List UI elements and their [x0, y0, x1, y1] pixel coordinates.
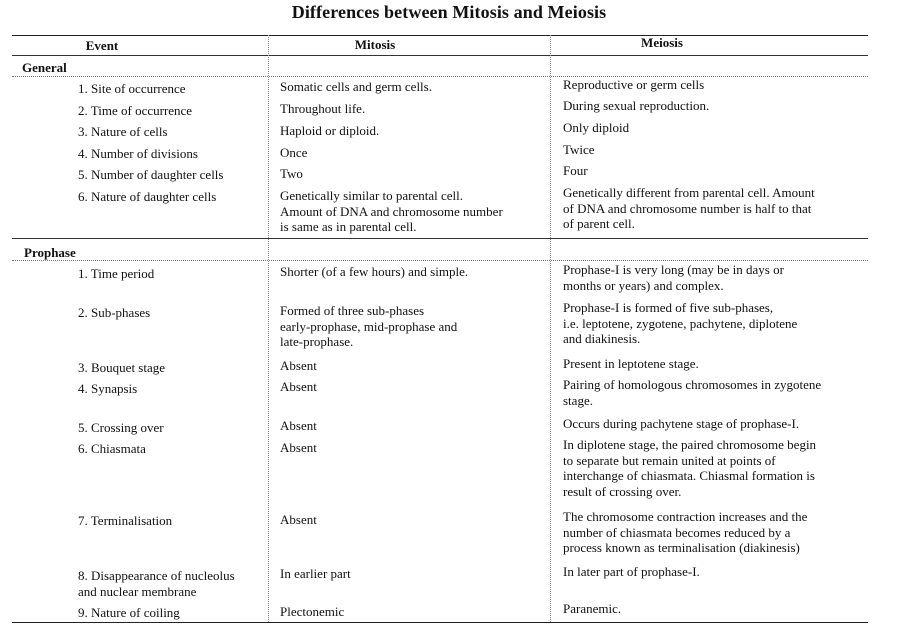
- mitosis-cell: In earlier part: [280, 566, 351, 581]
- event-cell: 2. Time of occurrence: [78, 103, 193, 118]
- event-cell: 6. Chiasmata: [78, 441, 146, 456]
- mitosis-cell: Two: [280, 166, 303, 181]
- mitosis-cell: Genetically similar to parental cell. Amount of DNA and chromosome number is same as in parental cell.: [280, 188, 503, 234]
- mitosis-cell: Shorter (of a few hours) and simple.: [280, 264, 469, 279]
- mitosis-cell: Formed of three sub-phases early-prophase, mid-prophase and late-prophase.: [280, 303, 458, 349]
- section-divider-rule: [12, 238, 868, 239]
- mitosis-cell: Absent: [280, 358, 317, 373]
- header-event: Event: [85, 38, 119, 53]
- table-bottom-rule: [12, 622, 868, 623]
- meiosis-cell: Genetically different from parental cell. Amount of DNA and chromosome number is half to that of parent cell.: [563, 185, 815, 231]
- event-cell: 4. Number of divisions: [78, 146, 198, 161]
- header-meiosis: Meiosis: [641, 35, 683, 50]
- event-cell: 5. Crossing over: [78, 420, 164, 435]
- mitosis-cell: Absent: [280, 379, 317, 394]
- meiosis-cell: Present in leptotene stage.: [563, 356, 699, 371]
- column-divider-mitosis: [550, 35, 551, 622]
- event-cell: 9. Nature of coiling: [78, 605, 180, 620]
- mitosis-cell: Absent: [280, 418, 317, 433]
- mitosis-cell: Haploid or diploid.: [280, 123, 380, 138]
- mitosis-cell: Absent: [280, 512, 317, 527]
- event-cell: 6. Nature of daughter cells: [78, 189, 217, 204]
- event-cell: 1. Time period: [78, 266, 155, 281]
- meiosis-cell: Only diploid: [563, 120, 630, 135]
- header-bottom-rule: [12, 55, 868, 56]
- section-prophase: Prophase: [24, 245, 76, 260]
- header-mitosis: Mitosis: [354, 37, 396, 52]
- meiosis-cell: During sexual reproduction.: [563, 98, 710, 113]
- page-title: Differences between Mitosis and Meiosis: [291, 2, 607, 22]
- mitosis-cell: Plectonemic: [280, 604, 345, 619]
- meiosis-cell: Occurs during pachytene stage of prophase-I.: [563, 416, 800, 431]
- meiosis-cell: Pairing of homologous chromosomes in zygotene stage.: [563, 377, 822, 408]
- event-cell: 2. Sub-phases: [78, 305, 151, 320]
- prophase-section-rule: [12, 260, 868, 261]
- meiosis-cell: In diplotene stage, the paired chromosome begin to separate but remain united at points of interchange of chiasmata. Chiasmal formation is result of crossing over.: [563, 437, 817, 499]
- meiosis-cell: In later part of prophase-I.: [563, 564, 700, 579]
- meiosis-cell: Prophase-I is formed of five sub-phases, i.e. leptotene, zygotene, pachytene, diplotene and diakinesis.: [563, 300, 798, 346]
- event-cell: 5. Number of daughter cells: [78, 167, 224, 182]
- event-cell: 4. Synapsis: [78, 381, 138, 396]
- event-cell: 8. Disappearance of nucleolus and nuclear membrane: [78, 568, 235, 599]
- meiosis-cell: Twice: [563, 142, 595, 157]
- mitosis-cell: Somatic cells and germ cells.: [280, 79, 432, 94]
- meiosis-cell: Prophase-I is very long (may be in days or months or years) and complex.: [563, 262, 784, 293]
- meiosis-cell: Paranemic.: [563, 601, 622, 616]
- mitosis-cell: Throughout life.: [280, 101, 366, 116]
- event-cell: 1. Site of occurrence: [78, 81, 186, 96]
- meiosis-cell: Four: [563, 163, 588, 178]
- event-cell: 7. Terminalisation: [78, 513, 173, 528]
- section-general: General: [22, 60, 67, 75]
- mitosis-cell: Once: [280, 145, 308, 160]
- meiosis-cell: The chromosome contraction increases and the number of chiasmata becomes reduced by a process known as terminalisation (diakinesis): [563, 509, 808, 555]
- event-cell: 3. Bouquet stage: [78, 360, 166, 375]
- event-cell: 3. Nature of cells: [78, 124, 168, 139]
- meiosis-cell: Reproductive or germ cells: [563, 77, 705, 92]
- column-divider-event: [268, 35, 269, 622]
- mitosis-cell: Absent: [280, 440, 317, 455]
